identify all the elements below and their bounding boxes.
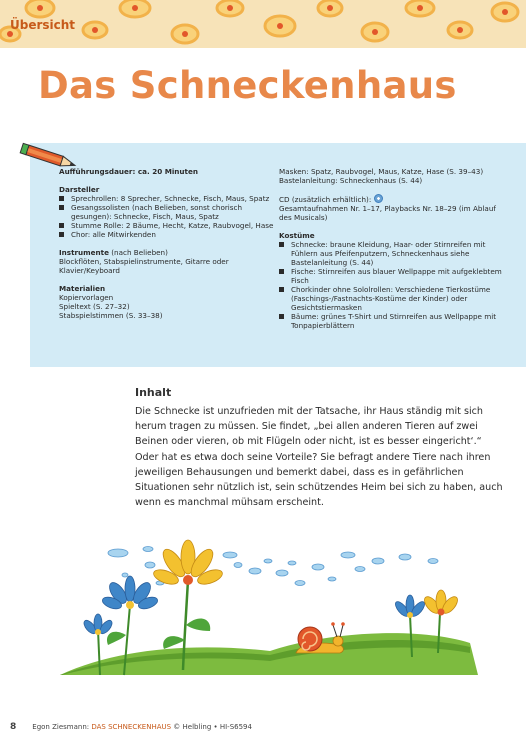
list-item: Schnecke: braune Kleidung, Haar- oder Stirnreifen mit Fühlern aus Pfeifenputzern, Schneckenhaus siehe Bastelanleitung (S. 44) bbox=[279, 240, 509, 267]
page-footer bbox=[10, 722, 252, 732]
snail bbox=[296, 622, 345, 653]
kostueme-heading: Kostüme bbox=[279, 231, 315, 240]
materialien-line: Kopiervorlagen bbox=[59, 293, 114, 302]
inhalt-text: Die Schnecke ist unzufrieden mit der Tatsache, ihr Haus ständig mit sich herum tragen zu müssen. Sie findet, „bei allen anderen Tieren auf zwei Beinen oder vieren, ob mit Flügeln oder nicht, ist es besser eingericht‘.“ Oder hat es etwa doch seine Vorteile? Sie befragt andere Tiere nach ihren jeweiligen Behausungen und bemerkt dabei, dass es in gefährlichen Situationen sehr nützlich ist, sein schützendes Heim bei sich zu haben, auch wenn es manchmal mühsam erscheint. bbox=[135, 406, 503, 509]
bastel-text: Bastelanleitung: Schneckenhaus (S. 44) bbox=[279, 176, 423, 185]
footer-author: Egon Ziesmann: bbox=[32, 723, 92, 731]
kostueme-list bbox=[279, 240, 509, 330]
footer-publisher: © Helbling • HI-S6594 bbox=[171, 723, 252, 731]
masken-text: Masken: Spatz, Raubvogel, Maus, Katze, Hase (S. 39–43) bbox=[279, 167, 484, 176]
page-title: Das Schneckenhaus bbox=[38, 64, 457, 107]
info-right-column bbox=[279, 167, 509, 330]
list-item: Sprechrollen: 8 Sprecher, Schnecke, Fisch, Maus, Spatz bbox=[59, 194, 274, 203]
duration-text: Aufführungsdauer: ca. 20 Minuten bbox=[59, 167, 198, 176]
list-item: Chorkinder ohne Sololrollen: Verschiedene Tierkostüme (Faschings-/Fastnachts-Kostüme der Kinder) oder Gesichtstiermasken bbox=[279, 285, 509, 312]
list-item: Chor: alle Mitwirkenden bbox=[59, 230, 274, 239]
darsteller-heading: Darsteller bbox=[59, 185, 100, 194]
cd-label: CD (zusätzlich erhältlich): bbox=[279, 195, 372, 204]
decorative-dots-pattern bbox=[0, 0, 526, 48]
info-left-column bbox=[59, 167, 274, 320]
cd-icon bbox=[374, 194, 383, 203]
instrumente-note: (nach Belieben) bbox=[108, 248, 168, 257]
cd-text: Gesamtaufnahmen Nr. 1–17, Playbacks Nr. 18–29 (im Ablauf des Musicals) bbox=[279, 204, 496, 222]
meadow-illustration bbox=[0, 535, 526, 715]
header-band bbox=[0, 0, 526, 48]
list-item: Bäume: grünes T-Shirt und Stirnreifen aus Wellpappe mit Tonpapierblättern bbox=[279, 312, 509, 330]
instrumente-text: Blockflöten, Stabspielinstrumente, Gitarre oder Klavier/Keyboard bbox=[59, 257, 229, 275]
materialien-heading: Materialien bbox=[59, 284, 106, 293]
instrumente-line bbox=[59, 248, 274, 257]
list-item: Gesangssolisten (nach Belieben, sonst chorisch gesungen): Schnecke, Fisch, Maus, Spatz bbox=[59, 203, 274, 221]
footer-book-title: DAS SCHNECKENHAUS bbox=[91, 723, 172, 731]
inhalt-heading: Inhalt bbox=[135, 386, 172, 399]
materialien-line: Stabspielstimmen (S. 33–38) bbox=[59, 311, 163, 320]
instrumente-heading: Instrumente bbox=[59, 248, 109, 257]
list-item: Fische: Stirnreifen aus blauer Wellpappe mit aufgeklebtem Fisch bbox=[279, 267, 509, 285]
cd-line bbox=[279, 194, 509, 204]
section-label: Übersicht bbox=[10, 18, 76, 32]
materialien-line: Spieltext (S. 27–32) bbox=[59, 302, 130, 311]
page-number: 8 bbox=[10, 722, 17, 732]
darsteller-list bbox=[59, 194, 274, 239]
grass-hill bbox=[60, 633, 478, 675]
list-item: Stumme Rolle: 2 Bäume, Hecht, Katze, Raubvogel, Hase bbox=[59, 221, 274, 230]
